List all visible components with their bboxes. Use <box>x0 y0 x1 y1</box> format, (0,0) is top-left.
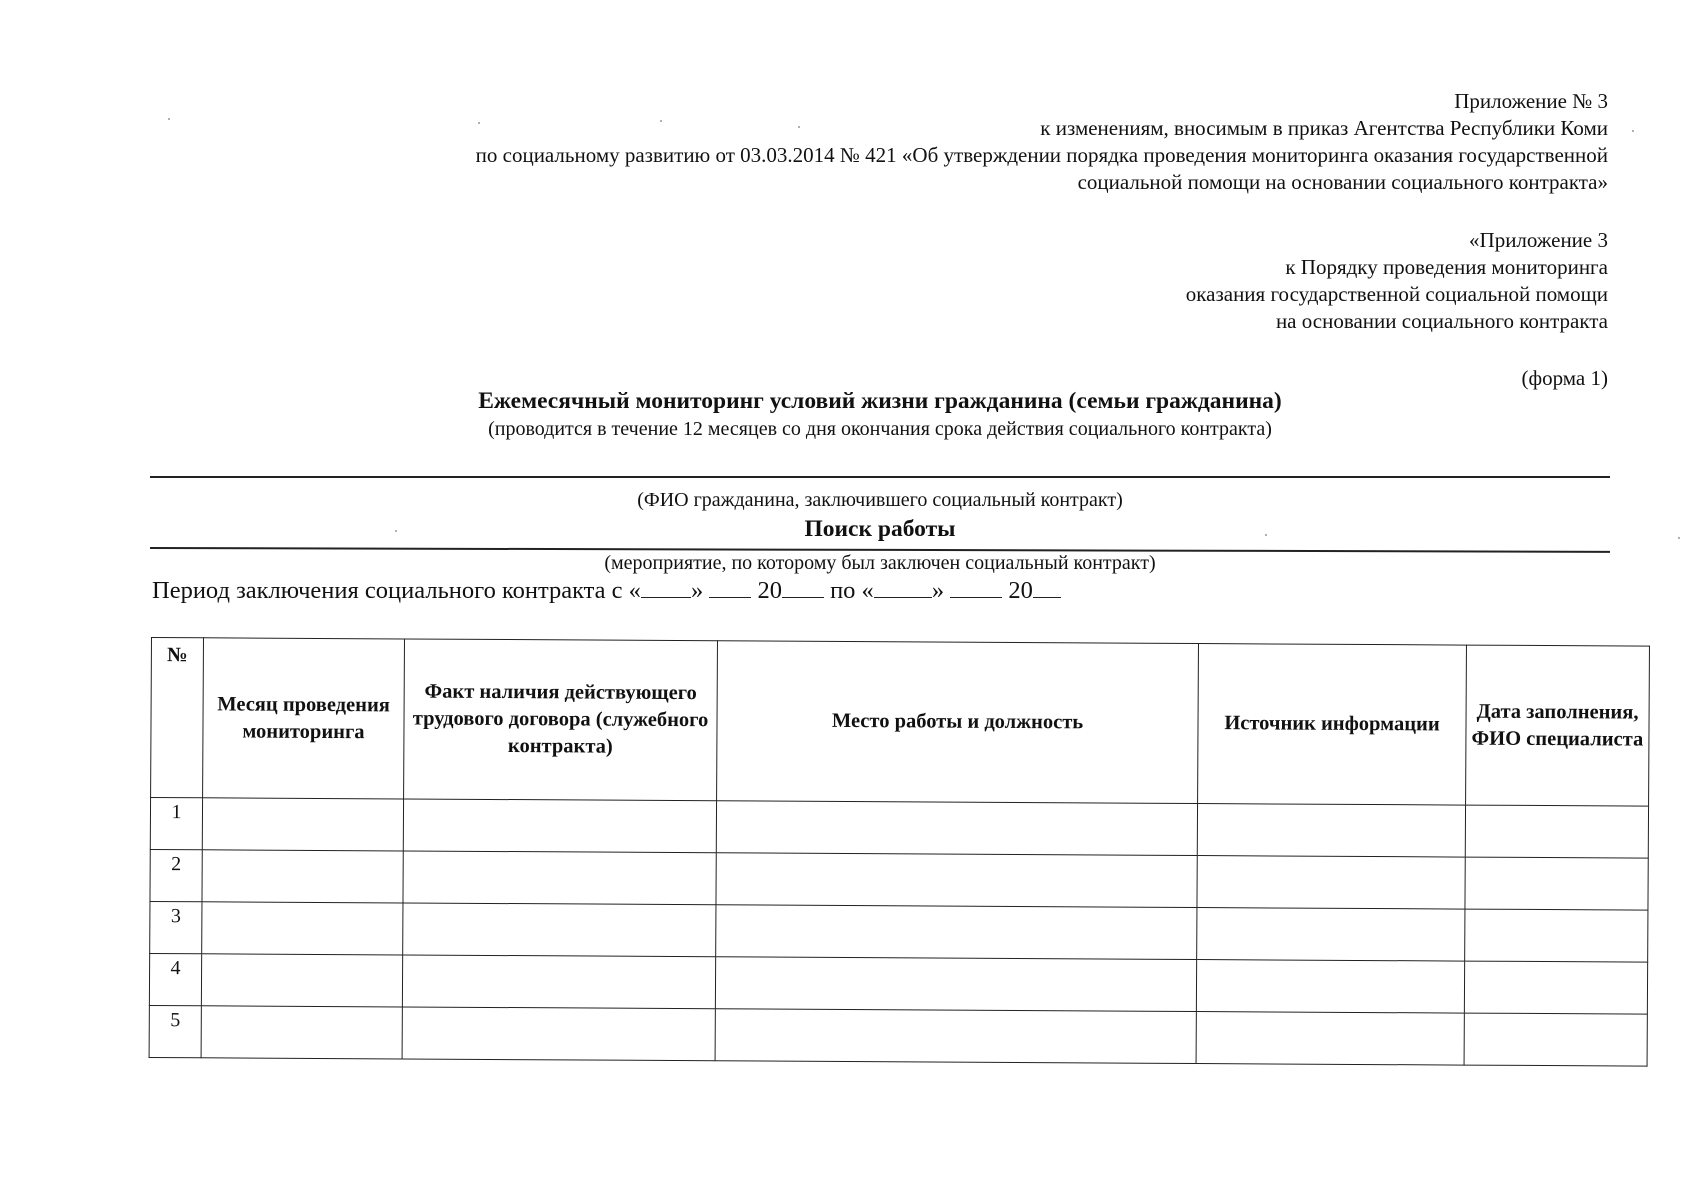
period-end-day-blank[interactable] <box>874 577 932 598</box>
cell-month[interactable] <box>202 850 403 903</box>
scan-speck <box>1265 534 1267 536</box>
page-title: Ежемесячный мониторинг условий жизни гражданина (семьи гражданина) <box>478 388 1282 414</box>
cell-contract-fact[interactable] <box>403 903 716 957</box>
cell-month[interactable] <box>202 798 403 851</box>
period-end-month-blank[interactable] <box>950 577 1002 598</box>
col-header-number: № <box>151 638 204 798</box>
cell-month[interactable] <box>201 1006 402 1059</box>
cell-source[interactable] <box>1197 908 1465 962</box>
activity-caption: (мероприятие, по которому был заключен социальный контракт) <box>604 552 1156 574</box>
table-row <box>149 1005 1647 1066</box>
cell-month[interactable] <box>202 902 403 955</box>
col-header-source: Источник информации <box>1198 644 1467 806</box>
scan-speck <box>168 118 170 120</box>
annex-line-1: «Приложение 3 <box>1469 228 1608 252</box>
amendment-line-1: к изменениям, вносимым в приказ Агентства Республики Коми <box>1040 116 1608 140</box>
table-header-row <box>151 638 1650 807</box>
page-subtitle: (проводится в течение 12 месяцев со дня окончания срока действия социального контракта) <box>488 418 1272 440</box>
cell-month[interactable] <box>201 954 402 1007</box>
amendment-line-2: по социальному развитию от 03.03.2014 № 421 «Об утверждении порядка проведения мониторинга оказания государственной <box>475 143 1608 167</box>
cell-source[interactable] <box>1197 856 1465 910</box>
cell-workplace[interactable] <box>716 801 1197 856</box>
period-start-month-blank[interactable] <box>709 577 751 598</box>
form-label: (форма 1) <box>1521 366 1608 390</box>
fio-caption: (ФИО гражданина, заключившего социальный контракт) <box>637 489 1123 511</box>
row-number: 2 <box>150 849 202 901</box>
col-header-month: Месяц проведения мониторинга <box>203 638 405 799</box>
cell-date-specialist[interactable] <box>1464 961 1647 1014</box>
cell-source[interactable] <box>1196 960 1464 1014</box>
cell-date-specialist[interactable] <box>1465 857 1648 910</box>
row-number: 5 <box>149 1005 201 1057</box>
annex-line-3: оказания государственной социальной помощи <box>1185 282 1608 306</box>
col-header-workplace: Место работы и должность <box>717 641 1199 804</box>
scan-speck <box>1678 537 1680 539</box>
cell-contract-fact[interactable] <box>402 1007 715 1061</box>
cell-workplace[interactable] <box>715 957 1196 1012</box>
cell-workplace[interactable] <box>715 1009 1196 1064</box>
cell-source[interactable] <box>1197 804 1465 858</box>
cell-date-specialist[interactable] <box>1465 909 1648 962</box>
cell-date-specialist[interactable] <box>1464 1013 1647 1066</box>
cell-contract-fact[interactable] <box>403 799 716 853</box>
cell-workplace[interactable] <box>716 905 1197 960</box>
cell-contract-fact[interactable] <box>402 955 715 1009</box>
cell-contract-fact[interactable] <box>403 851 716 905</box>
row-number: 3 <box>150 901 202 953</box>
row-number: 1 <box>150 798 202 850</box>
period-quote-close-2: » <box>931 577 945 604</box>
cell-source[interactable] <box>1196 1012 1464 1066</box>
scan-speck <box>395 530 397 532</box>
cell-date-specialist[interactable] <box>1465 805 1648 858</box>
col-header-date-specialist: Дата заполнения, ФИО специалиста <box>1466 645 1650 806</box>
period-start-day-blank[interactable] <box>641 577 691 598</box>
annex-line-4: на основании социального контракта <box>1275 309 1608 333</box>
table-row <box>150 798 1648 859</box>
amendment-line-3: социальной помощи на основании социального контракта» <box>1077 170 1608 194</box>
annex-line-2: к Порядку проведения мониторинга <box>1285 255 1608 279</box>
monitoring-table <box>149 637 1650 1067</box>
period-end-year-blank[interactable] <box>1033 577 1061 598</box>
fio-fill-line[interactable] <box>150 476 1610 478</box>
appendix-number: Приложение № 3 <box>1454 89 1608 113</box>
table-row <box>149 953 1647 1014</box>
period-start-year-blank[interactable] <box>782 577 824 598</box>
scan-speck <box>660 120 662 122</box>
scan-speck <box>1632 130 1634 132</box>
table-row <box>150 849 1648 910</box>
period-quote-close-1: » <box>690 577 704 604</box>
col-header-contract-fact: Факт наличия действующего трудового договора (служебного контракта) <box>404 639 718 801</box>
contract-period-line <box>152 577 1061 605</box>
period-middle: по « <box>830 577 874 604</box>
scan-speck <box>798 126 800 128</box>
cell-workplace[interactable] <box>716 853 1197 908</box>
section-title: Поиск работы <box>804 516 956 542</box>
row-number: 4 <box>149 953 201 1005</box>
table-row <box>150 901 1648 962</box>
period-year-prefix-1: 20 <box>757 577 782 604</box>
period-year-prefix-2: 20 <box>1008 577 1033 604</box>
scan-speck <box>478 122 480 124</box>
period-prefix: Период заключения социального контракта с « <box>152 577 641 604</box>
